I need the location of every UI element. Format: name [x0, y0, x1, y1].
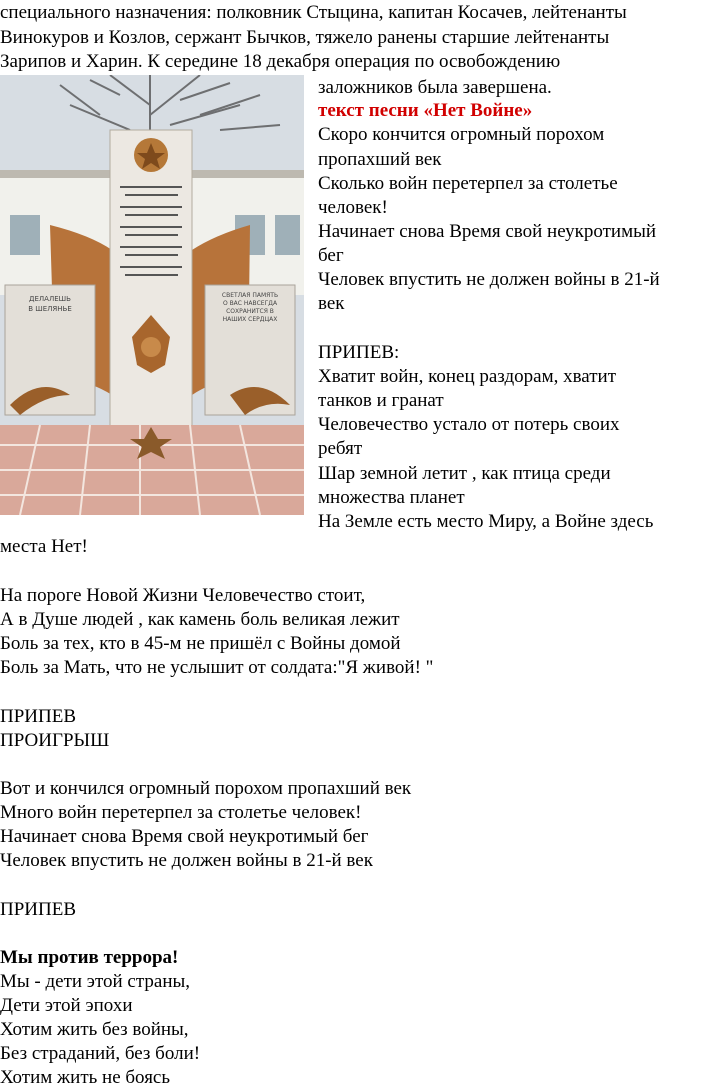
verse1-line-5: Начинает снова Время свой неукротимый: [318, 221, 657, 242]
poem-title: Мы против террора!: [0, 947, 179, 968]
plaque-left-text-2: В ШЕЛЯНЬЕ: [28, 305, 72, 313]
intro-line-3: Зарипов и Харин. К середине 18 декабря операция по освобождению: [0, 51, 561, 72]
verse2-line-1: На пороге Новой Жизни Человечество стоит,: [0, 585, 366, 606]
verse1-line-2: пропахший век: [318, 149, 442, 170]
plaque-right-text-1: СВЕТЛАЯ ПАМЯТЬ: [221, 292, 279, 299]
plaque-left-text-1: ДЕЛАЛЕШЬ: [29, 295, 71, 303]
verse1-line-1: Скоро кончится огромный порохом: [318, 124, 605, 145]
song-title: текст песни «Нет Войне»: [318, 100, 533, 121]
chorus-line-3: Человечество устало от потерь своих: [318, 414, 620, 435]
chorus-line-4: ребят: [318, 438, 363, 459]
poem-line-1: Мы - дети этой страны,: [0, 971, 191, 992]
poem-line-2: Дети этой эпохи: [0, 995, 133, 1016]
chorus-line-5: Шар земной летит , как птица среди: [318, 463, 611, 484]
verse2-line-3: Боль за тех, кто в 45-м не пришёл с Войны домой: [0, 633, 401, 654]
plaque-right-text-2: О ВАС НАВСЕГДА: [222, 300, 278, 307]
intro-line-1: специального назначения: полковник Стыцина, капитан Косачев, лейтенанты: [0, 2, 627, 23]
chorus-label: ПРИПЕВ:: [318, 342, 400, 363]
verse1-line-7: Человек впустить не должен войны в 21-й: [318, 269, 660, 290]
verse3-line-3: Начинает снова Время свой неукротимый бег: [0, 826, 369, 847]
marker-chorus-1: ПРИПЕВ: [0, 706, 77, 727]
verse1-line-6: бег: [318, 245, 344, 266]
chorus-line-2: танков и гранат: [318, 390, 444, 411]
marker-chorus-2: ПРИПЕВ: [0, 899, 77, 920]
verse2-line-2: А в Душе людей , как камень боль великая лежит: [0, 609, 400, 630]
verse3-line-4: Человек впустить не должен войны в 21-й век: [0, 850, 373, 871]
memorial-photo: [0, 75, 304, 515]
poem-line-4: Без страданий, без боли!: [0, 1043, 201, 1064]
beside-photo-line: заложников была завершена.: [318, 77, 552, 98]
plaque-right-text-3: СОХРАНИТСЯ В: [226, 308, 274, 315]
verse1-line-4: человек!: [318, 197, 388, 218]
poem-line-3: Хотим жить без войны,: [0, 1019, 189, 1040]
verse1-line-3: Сколько войн перетерпел за столетье: [318, 173, 618, 194]
chorus-line-6: множества планет: [318, 487, 465, 508]
chorus-line-1: Хватит войн, конец раздорам, хватит: [318, 366, 617, 387]
poem-line-5: Хотим жить не боясь: [0, 1067, 171, 1088]
verse3-line-2: Много войн перетерпел за столетье человек!: [0, 802, 362, 823]
verse3-line-1: Вот и кончился огромный порохом пропахший век: [0, 778, 412, 799]
marker-interlude: ПРОИГРЫШ: [0, 730, 110, 751]
verse1-line-8: век: [318, 293, 345, 314]
chorus-line-7: На Земле есть место Миру, а Войне здесь: [318, 511, 654, 532]
verse2-line-4: Боль за Мать, что не услышит от солдата:"Я живой! ": [0, 657, 434, 678]
intro-line-2: Винокуров и Козлов, сержант Бычков, тяжело ранены старшие лейтенанты: [0, 27, 610, 48]
chorus-end: места Нет!: [0, 536, 88, 557]
plaque-right-text-4: НАШИХ СЕРДЦАХ: [222, 316, 278, 323]
